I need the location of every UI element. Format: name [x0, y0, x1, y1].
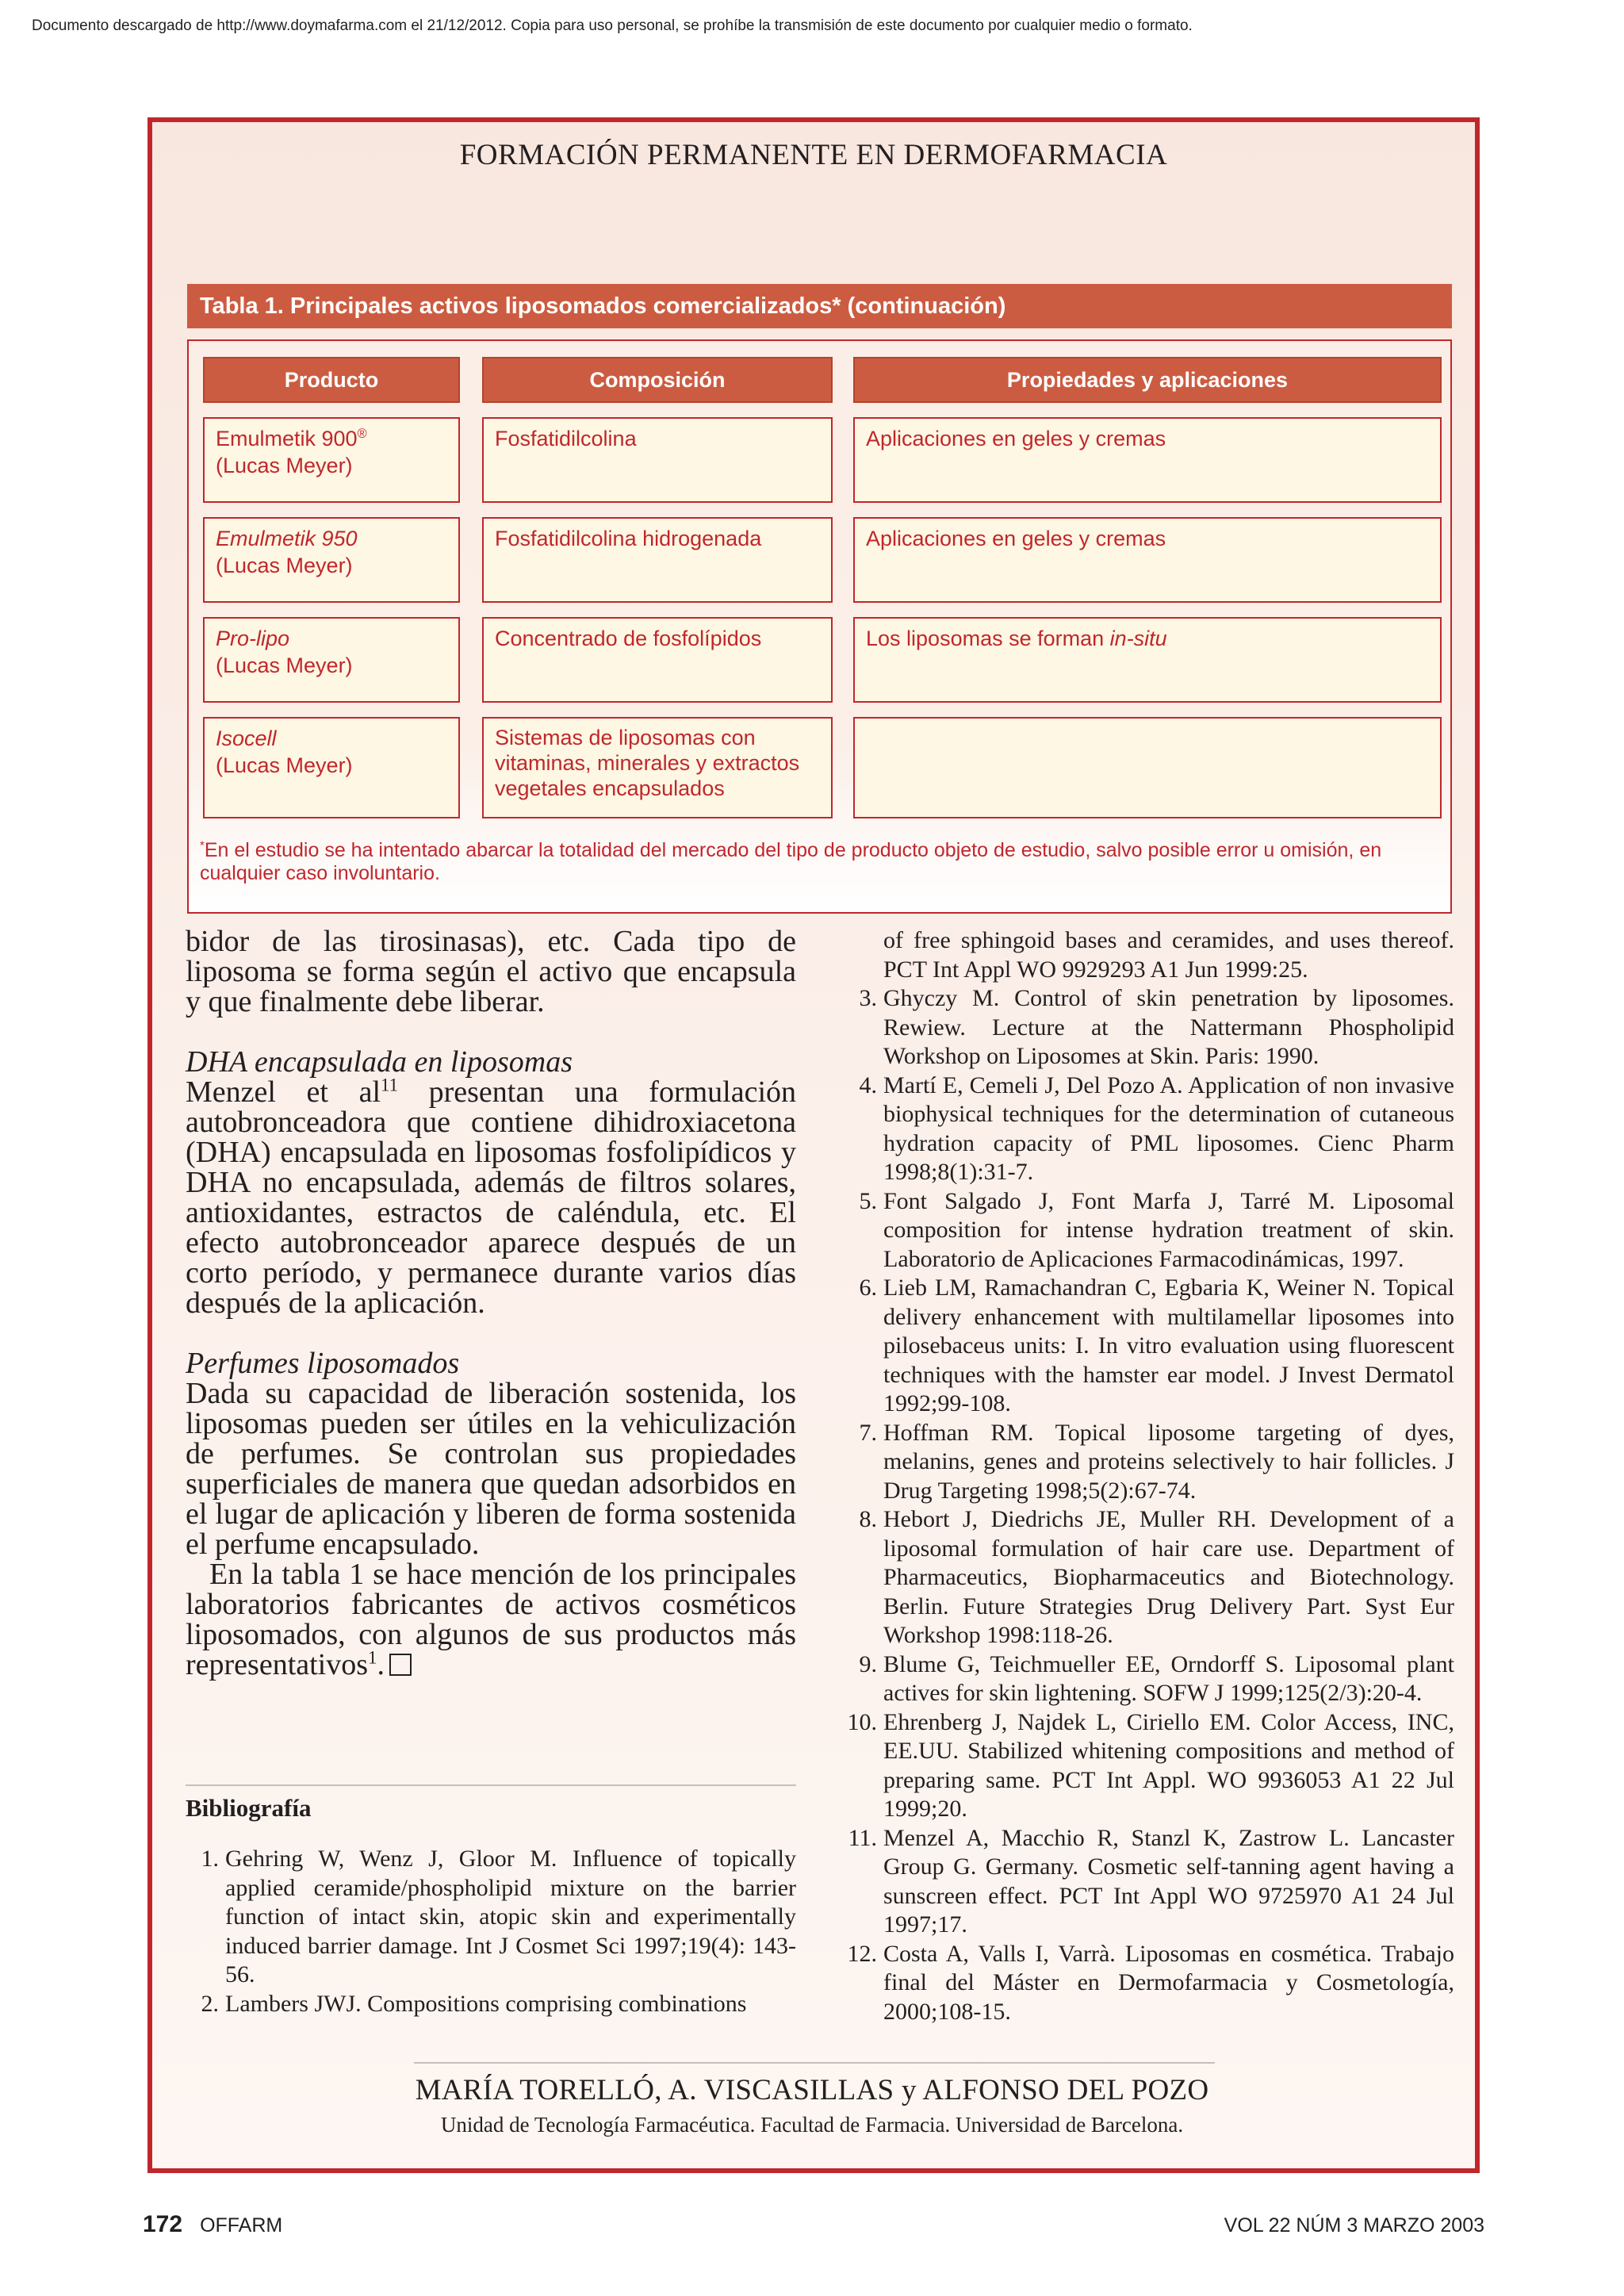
- reference-mark: 11: [381, 1075, 398, 1095]
- reference-text: Font Salgado J, Font Marfa J, Tarré M. Liposomal composition for intense hydration treatment of skin. Laboratorio de Aplicaciones Farmacodinámicas, 1997.: [883, 1187, 1454, 1272]
- closing-paragraph: [186, 1559, 796, 1680]
- section-header: FORMACIÓN PERMANENTE EN DERMOFARMACIA: [459, 139, 1168, 171]
- reference-text: Hebort J, Diedrichs JE, Muller RH. Development of a liposomal formulation of hair care use. Department of Pharmaceutics, Biopharmaceutics and Biotechnology. Berlin. Future Strategies Drug Delivery Part. Syst Eur Workshop 1998:118-26.: [883, 1506, 1454, 1648]
- reference-number: 5.: [859, 1187, 877, 1214]
- table-cell-product: [203, 417, 460, 503]
- table-cell-composition: Concentrado de fosfolípidos: [482, 617, 833, 703]
- reference-text: Hoffman RM. Topical liposome targeting of dyes, melanins, genes and proteins selectively to hair follicles. J Drug Targeting 1998;5(2):67-74.: [883, 1419, 1454, 1504]
- reference-item: [844, 1419, 1454, 1506]
- reference-number: 8.: [859, 1506, 877, 1532]
- reference-number: 1.: [201, 1846, 219, 1872]
- product-name: Pro-lipo: [216, 627, 290, 650]
- reference-text: Blume G, Teichmueller EE, Orndorff S. Liposomal plant actives for skin lightening. SOFW J 1999;125(2/3):20-4.: [883, 1650, 1454, 1706]
- product-maker: (Lucas Meyer): [216, 554, 353, 577]
- reference-number: 4.: [859, 1071, 877, 1098]
- reference-item: [844, 1505, 1454, 1650]
- reference-item: [844, 1650, 1454, 1708]
- download-notice: Documento descargado de http://www.doymafarma.com el 21/12/2012. Copia para uso personal, se prohíbe la transmisión de este documento por cualquier medio o formato.: [32, 17, 1193, 34]
- product-name-text: Emulmetik 900: [216, 427, 358, 450]
- bibliography-left-column: [186, 1845, 796, 2018]
- issue-info: VOL 22 NÚM 3 MARZO 2003: [1224, 2214, 1484, 2237]
- reference-text: Lambers JWJ. Compositions comprising combinations: [225, 1990, 747, 2017]
- authors: MARÍA TORELLÓ, A. VISCASILLAS y ALFONSO DEL POZO: [415, 2074, 1209, 2106]
- perfumes-heading: Perfumes liposomados: [186, 1347, 460, 1380]
- dha-heading: DHA encapsulada en liposomas: [186, 1045, 573, 1079]
- reference-number: 11.: [848, 1824, 877, 1851]
- reference-number: 2.: [201, 1990, 219, 2017]
- reference-item: [186, 1845, 796, 1990]
- column-header-properties: Propiedades y aplicaciones: [853, 357, 1442, 403]
- product-name: [216, 425, 447, 452]
- reference-number: 12.: [847, 1940, 877, 1967]
- footer-left: [143, 2211, 282, 2238]
- reference-number: 3.: [859, 985, 877, 1011]
- product-name: Isocell: [216, 726, 277, 750]
- table-cell-properties: [853, 717, 1442, 818]
- bibliography-title: Bibliografía: [186, 1794, 312, 1822]
- product-maker: (Lucas Meyer): [216, 753, 353, 777]
- reference-text: Ghyczy M. Control of skin penetration by liposomes. Rewiew. Lecture at the Nattermann Phospholipid Workshop on Liposomes at Skin. Paris: 1990.: [883, 985, 1454, 1069]
- reference-text: of free sphingoid bases and ceramides, and uses thereof. PCT Int Appl WO 9929293 A1 Jun 1999:25.: [883, 927, 1454, 983]
- bibliography-divider: [186, 1784, 796, 1786]
- closing-text: En la tabla 1 se hace mención de los principales laboratorios fabricantes de activos cosméticos liposomados, con algunos de sus productos más representativos: [186, 1558, 796, 1681]
- reference-text: Martí E, Cemeli J, Del Pozo A. Application of non invasive biophysical techniques for the determination of cutaneous hydration capacity of PML liposomes. Cienc Pharm 1998;8(1):31-7.: [883, 1071, 1454, 1185]
- reference-text: Ehrenberg J, Najdek L, Ciriello EM. Color Access, INC, EE.UU. Stabilized whitening compositions and method of preparing same. PCT Int Appl. WO 9936053 A1 22 Jul 1999;20.: [883, 1708, 1454, 1822]
- authors-divider: [414, 2062, 1215, 2064]
- table-cell-properties: Aplicaciones en geles y cremas: [853, 517, 1442, 603]
- table-footnote: [200, 839, 1437, 885]
- table-cell-composition: Sistemas de liposomas con vitaminas, minerales y extractos vegetales encapsulados: [482, 717, 833, 818]
- reference-number: 9.: [859, 1650, 877, 1677]
- reference-continuation: [844, 926, 1454, 984]
- intro-paragraph: bidor de las tirosinasas), etc. Cada tipo de liposoma se forma según el activo que encapsula y que finalmente debe liberar.: [186, 925, 796, 1018]
- reference-text: Gehring W, Wenz J, Gloor M. Influence of topically applied ceramide/phospholipid mixture on the barrier function of intact skin, atopic skin and experimentally induced barrier damage. Int J Cosmet Sci 1997;19(4): 143-56.: [225, 1846, 796, 1987]
- table-cell-product: [203, 717, 460, 818]
- reference-text: Menzel A, Macchio R, Stanzl K, Zastrow L. Lancaster Group G. Germany. Cosmetic self-tanning agent having a sunscreen effect. PCT Int Appl WO 9725970 A1 24 Jul 1997;17.: [883, 1824, 1454, 1938]
- dha-text-rest: presentan una formulación autobronceadora que contiene dihidroxiacetona (DHA) encapsulada en liposomas fosfolipídicos y DHA no encapsulada, además de filtros solares, antioxidantes, estractos de caléndula, etc. El efecto autobronceador aparece después de un corto período, y permanece durante varios días después de la aplicación.: [186, 1075, 797, 1320]
- reference-text: Lieb LM, Ramachandran C, Egbaria K, Weiner N. Topical delivery enhancement with multilamellar liposomes into pilosebaceus units: I. In vitro evaluation using fluorescent techniques with the hamster ear model. J Invest Dermatol 1992;99-108.: [883, 1274, 1454, 1416]
- footnote-mark: *: [200, 838, 205, 853]
- affiliation: Unidad de Tecnología Farmacéutica. Facultad de Farmacia. Universidad de Barcelona.: [440, 2113, 1184, 2137]
- journal-name: OFFARM: [200, 2214, 283, 2237]
- table-title: Tabla 1. Principales activos liposomados comercializados* (continuación): [187, 284, 1452, 328]
- column-header-composition: Composición: [482, 357, 833, 403]
- reference-item: [844, 1940, 1454, 2027]
- reference-number: 10.: [847, 1708, 877, 1735]
- table-cell-properties: [853, 617, 1442, 703]
- footnote-text: En el estudio se ha intentado abarcar la totalidad del mercado del tipo de producto objeto de estudio, salvo posible error u omisión, en cualquier caso involuntario.: [200, 839, 1382, 884]
- registered-mark: ®: [357, 427, 367, 441]
- dha-text-start: Menzel et al: [186, 1075, 381, 1109]
- dha-paragraph: [186, 1077, 796, 1318]
- reference-item: [844, 1071, 1454, 1187]
- reference-item: [186, 1990, 796, 2019]
- table-cell-product: [203, 617, 460, 703]
- properties-emphasis: in-situ: [1109, 627, 1167, 650]
- reference-number: 7.: [859, 1419, 877, 1446]
- reference-item: [844, 1824, 1454, 1940]
- product-maker: (Lucas Meyer): [216, 654, 353, 677]
- table-cell-composition: Fosfatidilcolina hidrogenada: [482, 517, 833, 603]
- reference-item: [844, 984, 1454, 1071]
- reference-number: 6.: [859, 1274, 877, 1301]
- page-number: 172: [143, 2211, 183, 2237]
- product-name: Emulmetik 950: [216, 527, 358, 550]
- properties-text: Los liposomas se forman: [866, 627, 1110, 650]
- reference-mark: 1: [368, 1647, 377, 1668]
- perfumes-paragraph: Dada su capacidad de liberación sostenida, los liposomas pueden ser útiles en la vehiculización de perfumes. Se controlan sus propiedades superficiales de manera que quedan adsorbidos en el lugar de aplicación y liberen de forma sostenida el perfume encapsulado.: [186, 1377, 796, 1561]
- closing-end: .: [377, 1648, 385, 1681]
- table-cell-properties: Aplicaciones en geles y cremas: [853, 417, 1442, 503]
- end-of-article-box-icon: [389, 1654, 412, 1676]
- table-cell-product: [203, 517, 460, 603]
- column-header-product: Producto: [203, 357, 460, 403]
- table-cell-composition: Fosfatidilcolina: [482, 417, 833, 503]
- bibliography-right-column: [844, 926, 1454, 2026]
- product-maker: (Lucas Meyer): [216, 454, 353, 477]
- reference-item: [844, 1708, 1454, 1824]
- reference-item: [844, 1187, 1454, 1274]
- body-column-left: [186, 926, 796, 1680]
- reference-item: [844, 1274, 1454, 1419]
- table-container: [187, 339, 1452, 914]
- reference-text: Costa A, Valls I, Varrà. Liposomas en cosmética. Trabajo final del Máster en Dermofarmacia y Cosmetología, 2000;108-15.: [883, 1940, 1454, 2025]
